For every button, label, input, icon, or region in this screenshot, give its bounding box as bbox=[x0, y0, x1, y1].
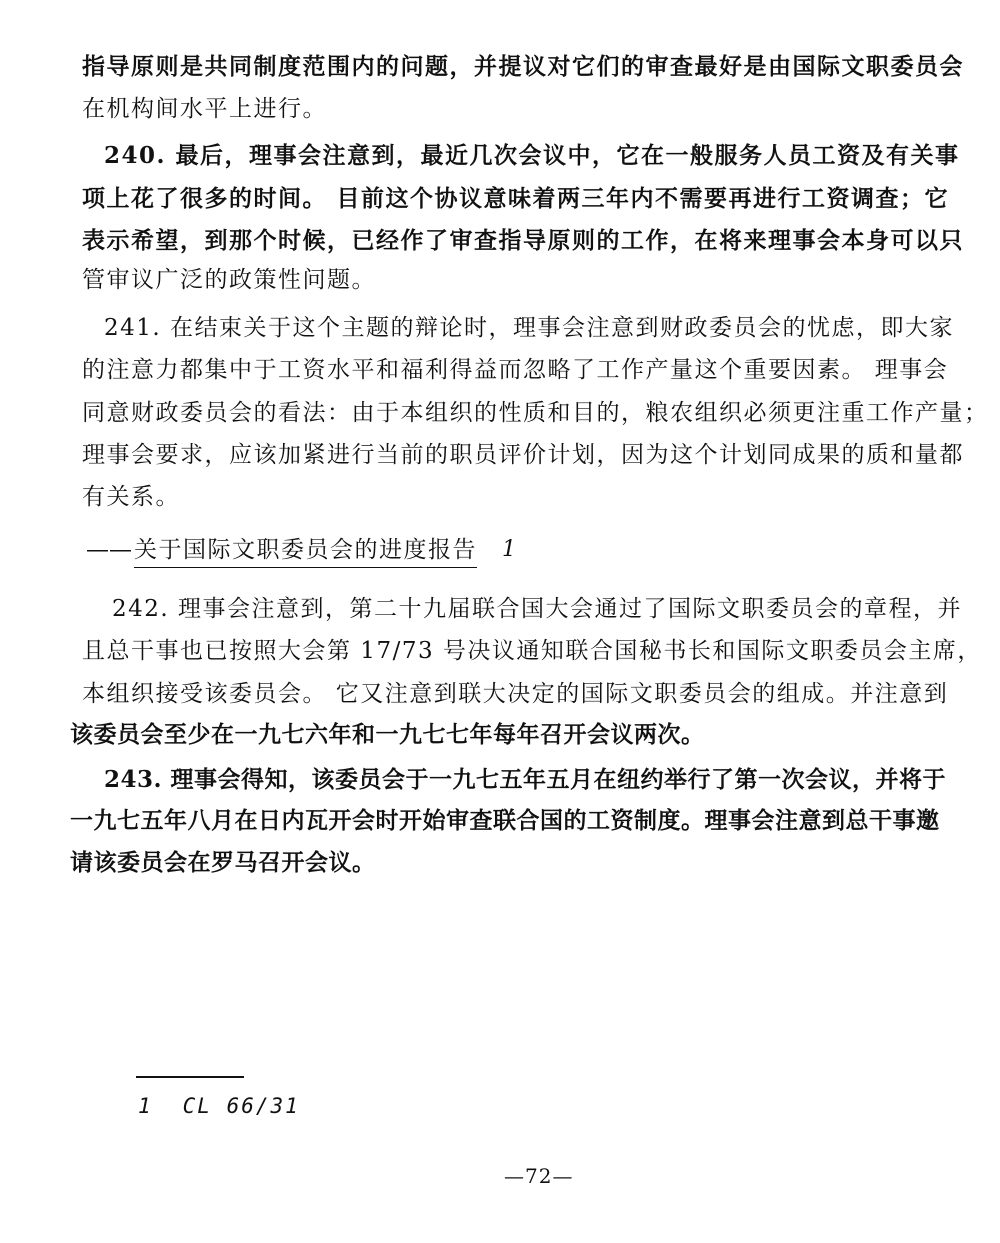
text-line: 一九七五年八月在日内瓦开会时开始审查联合国的工资制度。理事会注意到总干事邀 bbox=[70, 807, 940, 834]
text-line: 有关系。 bbox=[82, 484, 180, 510]
text-line: 的注意力都集中于工资水平和福利得益而忽略了工作产量这个重要因素。 理事会 bbox=[82, 357, 949, 383]
paragraph-241-line: 241. 在结束关于这个主题的辩论时，理事会注意到财政委员会的忧虑，即大家 bbox=[104, 315, 955, 341]
heading-dash: —— bbox=[86, 537, 132, 563]
text-line: 该委员会至少在一九七六年和一九七七年每年召开会议两次。 bbox=[70, 721, 705, 748]
page-number: —72— bbox=[504, 1164, 574, 1188]
paragraph-242-line: 242. 理事会注意到，第二十九届联合国大会通过了国际文职委员会的章程，并 bbox=[112, 596, 963, 622]
footnote bbox=[138, 1094, 300, 1118]
text-line: 请该委员会在罗马召开会议。 bbox=[70, 849, 376, 876]
text-line: 项上花了很多的时间。 目前这个协议意味着两三年内不需要再进行工资调查；它 bbox=[82, 185, 950, 212]
footnote-reference: 1 bbox=[502, 537, 516, 562]
text-line: 在机构间水平上进行。 bbox=[82, 96, 327, 122]
text-line: 本组织接受该委员会。 它又注意到联大决定的国际文职委员会的组成。并注意到 bbox=[82, 681, 949, 707]
text-line: 表示希望，到那个时候，已经作了审查指导原则的工作，在将来理事会本身可以只 bbox=[82, 227, 964, 254]
footnote-divider bbox=[136, 1076, 244, 1078]
paragraph-240-line: 240. 最后，理事会注意到，最近几次会议中，它在一般服务人员工资及有关事 bbox=[104, 142, 960, 169]
footnote-text: CL 66/31 bbox=[182, 1094, 300, 1118]
footnote-number: 1 bbox=[138, 1094, 153, 1118]
text-line: 且总干事也已按照大会第 17/73 号决议通知联合国秘书长和国际文职委员会主席， bbox=[82, 638, 982, 664]
paragraph-243-line: 243. 理事会得知，该委员会于一九七五年五月在纽约举行了第一次会议，并将于 bbox=[104, 766, 947, 793]
text-line: 管审议广泛的政策性问题。 bbox=[82, 267, 376, 293]
section-heading: 关于国际文职委员会的进度报告 bbox=[134, 535, 477, 568]
text-line: 指导原则是共同制度范围内的问题，并提议对它们的审查最好是由国际文职委员会 bbox=[82, 53, 964, 80]
text-line: 同意财政委员会的看法：由于本组织的性质和目的，粮农组织必须更注重工作产量； bbox=[82, 400, 989, 426]
text-line: 理事会要求，应该加紧进行当前的职员评价计划，因为这个计划同成果的质和量都 bbox=[82, 442, 964, 468]
